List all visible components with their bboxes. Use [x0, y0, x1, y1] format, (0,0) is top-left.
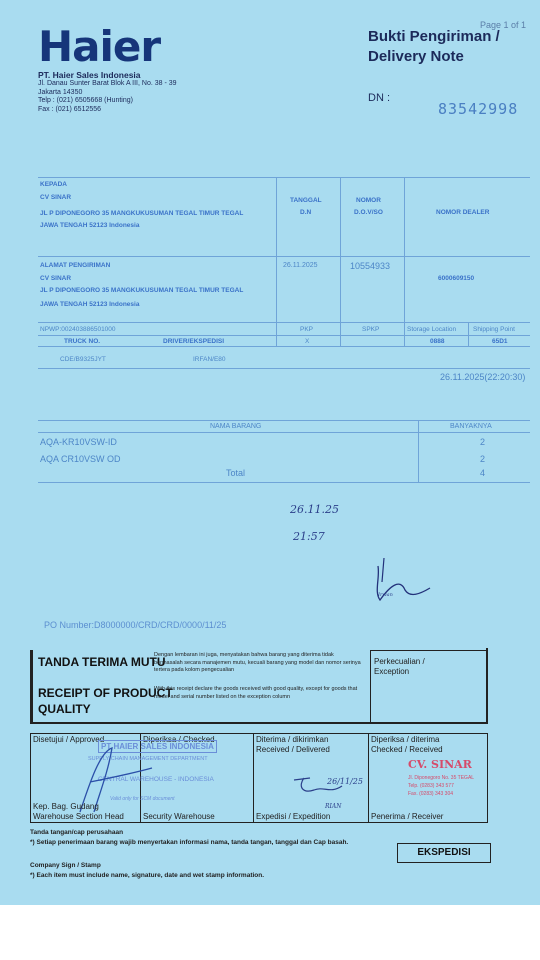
item-qty-header: BANYAKNYA: [450, 423, 492, 430]
ack-title-en-1: RECEIPT OF PRODUCT: [38, 686, 173, 700]
received-date-handwritten: 26/11/25: [327, 777, 363, 786]
sig-delivered-label-2: Received / Delivered: [256, 745, 330, 754]
dealer-number: 6000609150: [438, 275, 475, 282]
recipient-name: CV SINAR: [40, 194, 72, 201]
company-sign-rule: *) Each item must include name, signature, date and wet stamp information.: [30, 872, 265, 879]
sig-delivered-label-1: Diterima / dikirimkan: [256, 735, 329, 744]
title-line-1: Bukti Pengiriman /: [368, 28, 500, 45]
storage-location: 0888: [430, 338, 445, 345]
title-line-2: Delivery Note: [368, 48, 464, 65]
shipping-point-label: Shipping Point: [473, 326, 515, 333]
truck-number: CDE/B9325JYT: [60, 356, 106, 363]
sig-expedition-label: Expedisi / Expedition: [256, 812, 331, 821]
sig-kep-label-1: Kep. Bag. Gudang: [33, 802, 99, 811]
haier-logo: Haier: [38, 22, 161, 71]
shipping-label: ALAMAT PENGIRIMAN: [40, 262, 111, 269]
ack-text-id: Dengan lembaran ini juga, menyatakan bahwa barang yang diterima tidak bermasalah secara manajemen mutu, kecuali barang yang model dan nomor serinya tertera pada kolom pengecualian: [154, 652, 361, 673]
receiver-name-handwritten: RIAN: [325, 803, 342, 810]
shipping-address-1: JL P DIPONEGORO 35 MANGKUKUSUMAN TEGAL TIMUR TEGAL: [40, 287, 244, 294]
stamp-address: Jl. Diponegoro No. 35 TEGAL: [408, 775, 475, 781]
truck-label: TRUCK NO.: [64, 338, 101, 345]
driver-name-handwritten: Irwan: [378, 592, 393, 598]
document-title: [368, 27, 500, 67]
item-row-1-name: AQA-KR10VSW-ID: [40, 437, 117, 447]
ack-title-en-2: QUALITY: [38, 702, 91, 716]
shipping-name: CV SINAR: [40, 275, 72, 282]
recipient-address-2: JAWA TENGAH 52123 Indonesia: [40, 222, 140, 229]
item-row-1-qty: 2: [480, 437, 486, 447]
delivery-date: 26.11.2025: [283, 262, 318, 269]
cv-sinar-stamp: [400, 758, 486, 818]
item-name-header: NAMA BARANG: [210, 423, 262, 430]
spkp-label: SPKP: [362, 326, 380, 333]
print-timestamp: 26.11.2025(22:20:30): [440, 372, 526, 382]
kepada-label: KEPADA: [40, 181, 67, 188]
stamp-line-2: SUPPLY CHAIN MANAGEMENT DEPARTMENT: [88, 756, 208, 762]
address-line: Jl. Danau Sunter Barat Blok A III, No. 38 - 39: [38, 80, 177, 87]
address-line: Fax : (021) 6512556: [38, 105, 102, 113]
po-number: PO Number:D8000000/CRD/CRD/0000/11/25: [44, 620, 227, 630]
stamp-fax: Fax. (0283) 343 304: [408, 791, 454, 797]
total-qty: 4: [480, 468, 486, 478]
handwritten-time: 21:57: [293, 530, 325, 543]
company-sign-note: Company Sign / Stamp: [30, 862, 101, 869]
company-address: [38, 80, 177, 114]
stamp-line-3: CENTRAL WAREHOUSE - INDONESIA: [98, 776, 214, 783]
sign-note: Tanda tangan/cap perusahaan: [30, 829, 124, 836]
do-number: 10554933: [350, 261, 391, 271]
sig-receiver-label: Penerima / Receiver: [371, 812, 444, 821]
page-number: Page 1 of 1: [480, 20, 527, 30]
exception-label-2: Exception: [374, 667, 410, 676]
item-row-2-name: AQA CR10VSW OD: [40, 454, 121, 464]
exception-label-1: Perkecualian /: [374, 657, 425, 666]
sig-checked-received-2: Checked / Received: [371, 745, 443, 754]
handwritten-date: 26.11.25: [290, 503, 339, 516]
recipient-address-1: JL P DIPONEGORO 35 MANGKUKUSUMAN TEGAL TIMUR TEGAL: [40, 210, 244, 217]
storage-location-label: Storage Location: [407, 326, 457, 333]
sig-security-label: Security Warehouse: [143, 812, 215, 821]
stamp-company-name: CV. SINAR: [408, 758, 472, 771]
address-line: Telp : (021) 6505668 (Hunting): [38, 97, 133, 104]
tanggal-label: TANGGAL: [290, 197, 322, 204]
dn-number: 83542998: [438, 100, 519, 118]
sig-kep-label-2: Warehouse Section Head: [33, 812, 124, 821]
address-line: Jakarta 14350: [38, 88, 83, 96]
nomor-sub: D.O.V/SO: [354, 209, 383, 216]
pkp-label: PKP: [300, 326, 314, 333]
dn-label: DN :: [368, 92, 390, 104]
total-label: Total: [226, 468, 246, 478]
expedisi-box: EKSPEDISI: [397, 843, 491, 863]
stamp-line-1: PT HAIER SALES INDONESIA: [98, 740, 217, 753]
shipping-point: 65D1: [492, 338, 508, 345]
nomor-label: NOMOR: [356, 197, 381, 204]
pkp-value: X: [305, 338, 310, 345]
stamp-line-4: Valid only for SCM document: [110, 796, 175, 802]
tanggal-sub: D.N: [300, 209, 312, 216]
driver-name: IRFAN/E80: [193, 356, 226, 363]
sig-checked-received-1: Diperiksa / diterima: [371, 735, 440, 744]
dealer-label: NOMOR DEALER: [436, 209, 490, 216]
ack-text-en: With this receipt declare the goods received with good quality, except for goods that model and serial number listed on the exception column: [154, 686, 358, 700]
shipping-address-2: JAWA TENGAH 52123 Indonesia: [40, 301, 140, 308]
npwp: NPWP:002403886501000: [40, 326, 116, 333]
sign-rule: *) Setiap penerimaan barang wajib menyertakan informasi nama, tanda tangan, tanggal dan Cap basah.: [30, 839, 349, 846]
stamp-phone: Telp. (0283) 343 577: [408, 783, 454, 789]
sig-checked-label: Diperiksa / Checked: [143, 735, 215, 744]
company-name: PT. Haier Sales Indonesia: [38, 70, 141, 80]
sig-approved-label: Disetujui / Approved: [33, 735, 105, 744]
ack-title-id: TANDA TERIMA MUTU: [38, 655, 166, 669]
item-row-2-qty: 2: [480, 454, 486, 464]
driver-signature: [360, 548, 450, 603]
driver-label: DRIVER/EKSPEDISI: [163, 338, 225, 345]
